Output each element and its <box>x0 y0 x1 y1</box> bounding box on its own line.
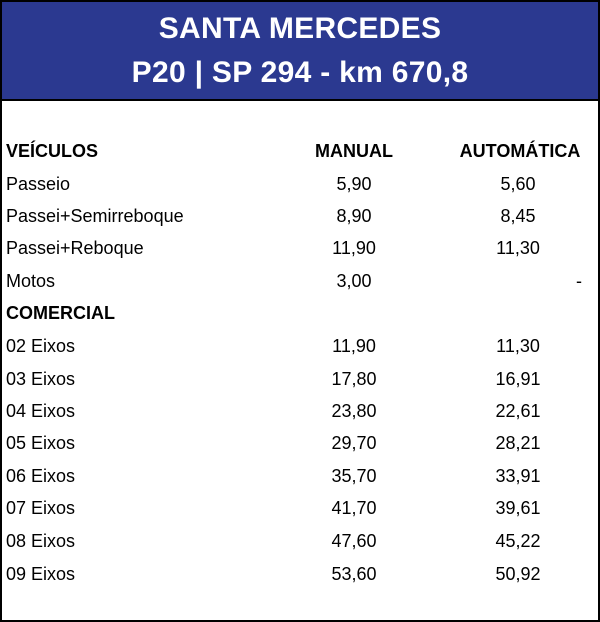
page-subtitle: P20 | SP 294 - km 670,8 <box>131 56 469 89</box>
manual-price: 5,90 <box>336 174 372 194</box>
automatic-price: - <box>576 271 582 291</box>
table-row <box>2 369 598 401</box>
page-title: SANTA MERCEDES <box>158 12 442 45</box>
table-row <box>2 564 598 596</box>
vehicle-name: Passei+Reboque <box>6 238 144 258</box>
automatic-price: 5,60 <box>500 174 536 194</box>
table-row <box>2 498 598 530</box>
automatic-price: 33,91 <box>495 466 541 486</box>
table-row <box>2 466 598 498</box>
vehicle-name: 07 Eixos <box>6 498 76 518</box>
vehicle-name: Motos <box>6 271 56 291</box>
table-row <box>2 401 598 433</box>
automatic-price: 11,30 <box>496 336 540 356</box>
table-row <box>2 531 598 563</box>
automatic-price: 8,45 <box>500 206 536 226</box>
table-row <box>2 174 598 206</box>
table-row <box>2 336 598 368</box>
vehicle-name: Passei+Semirreboque <box>6 206 184 226</box>
manual-price: 53,60 <box>331 564 377 584</box>
column-header-vehicles: VEÍCULOS <box>6 141 99 161</box>
column-header-automatic: AUTOMÁTICA <box>459 141 581 161</box>
automatic-price: 11,30 <box>496 238 540 258</box>
manual-price: 8,90 <box>336 206 372 226</box>
table-row <box>2 238 598 270</box>
header-banner <box>2 2 598 101</box>
vehicle-name: 04 Eixos <box>6 401 76 421</box>
vehicle-name: 09 Eixos <box>6 564 76 584</box>
manual-price: 47,60 <box>331 531 377 551</box>
vehicle-name: Passeio <box>6 174 71 194</box>
automatic-price: 39,61 <box>495 498 541 518</box>
table-header-row <box>2 141 598 173</box>
table-row <box>2 271 598 303</box>
table-row <box>2 206 598 238</box>
automatic-price: 16,91 <box>495 369 541 389</box>
manual-price: 41,70 <box>331 498 377 518</box>
automatic-price: 45,22 <box>495 531 541 551</box>
section-header-row <box>2 303 598 335</box>
manual-price: 35,70 <box>331 466 377 486</box>
manual-price: 23,80 <box>331 401 377 421</box>
column-header-manual: MANUAL <box>315 141 393 161</box>
table-row <box>2 433 598 465</box>
manual-price: 17,80 <box>331 369 377 389</box>
vehicle-name: 02 Eixos <box>6 336 76 356</box>
automatic-price: 28,21 <box>495 433 541 453</box>
manual-price: 29,70 <box>331 433 377 453</box>
automatic-price: 50,92 <box>495 564 541 584</box>
vehicle-name: 06 Eixos <box>6 466 76 486</box>
section-label-commercial: COMERCIAL <box>6 303 115 323</box>
vehicle-name: 08 Eixos <box>6 531 76 551</box>
automatic-price: 22,61 <box>495 401 541 421</box>
vehicle-name: 05 Eixos <box>6 433 76 453</box>
manual-price: 3,00 <box>336 271 372 291</box>
manual-price: 11,90 <box>332 336 376 356</box>
manual-price: 11,90 <box>332 238 376 258</box>
vehicle-name: 03 Eixos <box>6 369 76 389</box>
